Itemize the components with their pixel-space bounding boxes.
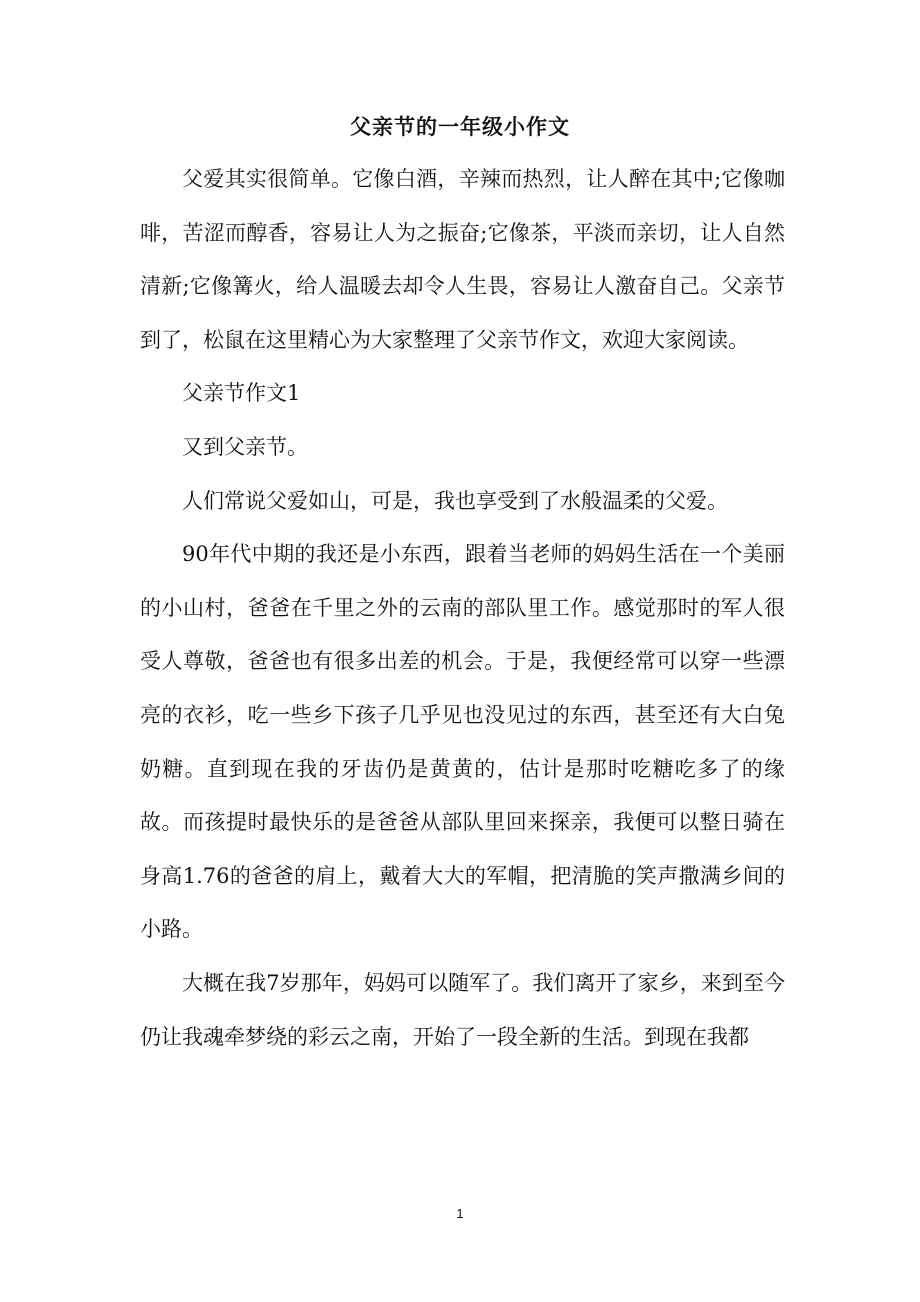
document-title: 父亲节的一年级小作文 — [350, 114, 570, 139]
document-body — [140, 153, 785, 1064]
paragraph: 人们常说父爱如山，可是，我也享受到了水般温柔的父爱。 — [182, 488, 728, 513]
page-number: 1 — [456, 1206, 464, 1221]
paragraph-intro: 父爱其实很简单。它像白酒，辛辣而热烈，让人醉在其中;它像咖啡，苦涩而醇香，容易让人为之振奋;它像茶，平淡而亲切，让人自然清新;它像篝火，给人温暖去却令人生畏，容易让人激奋自己。父亲节到了，松鼠在这里精心为大家整理了父亲节作文，欢迎大家阅读。 — [140, 167, 785, 352]
section-heading: 父亲节作文1 — [182, 381, 301, 406]
paragraph: 又到父亲节。 — [182, 434, 308, 459]
paragraph: 大概在我7岁那年，妈妈可以随军了。我们离开了家乡，来到至今仍让我魂牵梦绕的彩云之南，开始了一段全新的生活。到现在我都 — [140, 970, 785, 1049]
paragraph: 90年代中期的我还是小东西，跟着当老师的妈妈生活在一个美丽的小山村，爸爸在千里之外的云南的部队里工作。感觉那时的军人很受人尊敬，爸爸也有很多出差的机会。于是，我便经常可以穿一些漂亮的衣衫，吃一些乡下孩子几乎见也没见过的东西，甚至还有大白兔奶糖。直到现在我的牙齿仍是黄黄的，估计是那时吃糖吃多了的缘故。而孩提时最快乐的是爸爸从部队里回来探亲，我便可以整日骑在身高1.76的爸爸的肩上，戴着大大的军帽，把清脆的笑声撒满乡间的小路。 — [140, 542, 785, 942]
